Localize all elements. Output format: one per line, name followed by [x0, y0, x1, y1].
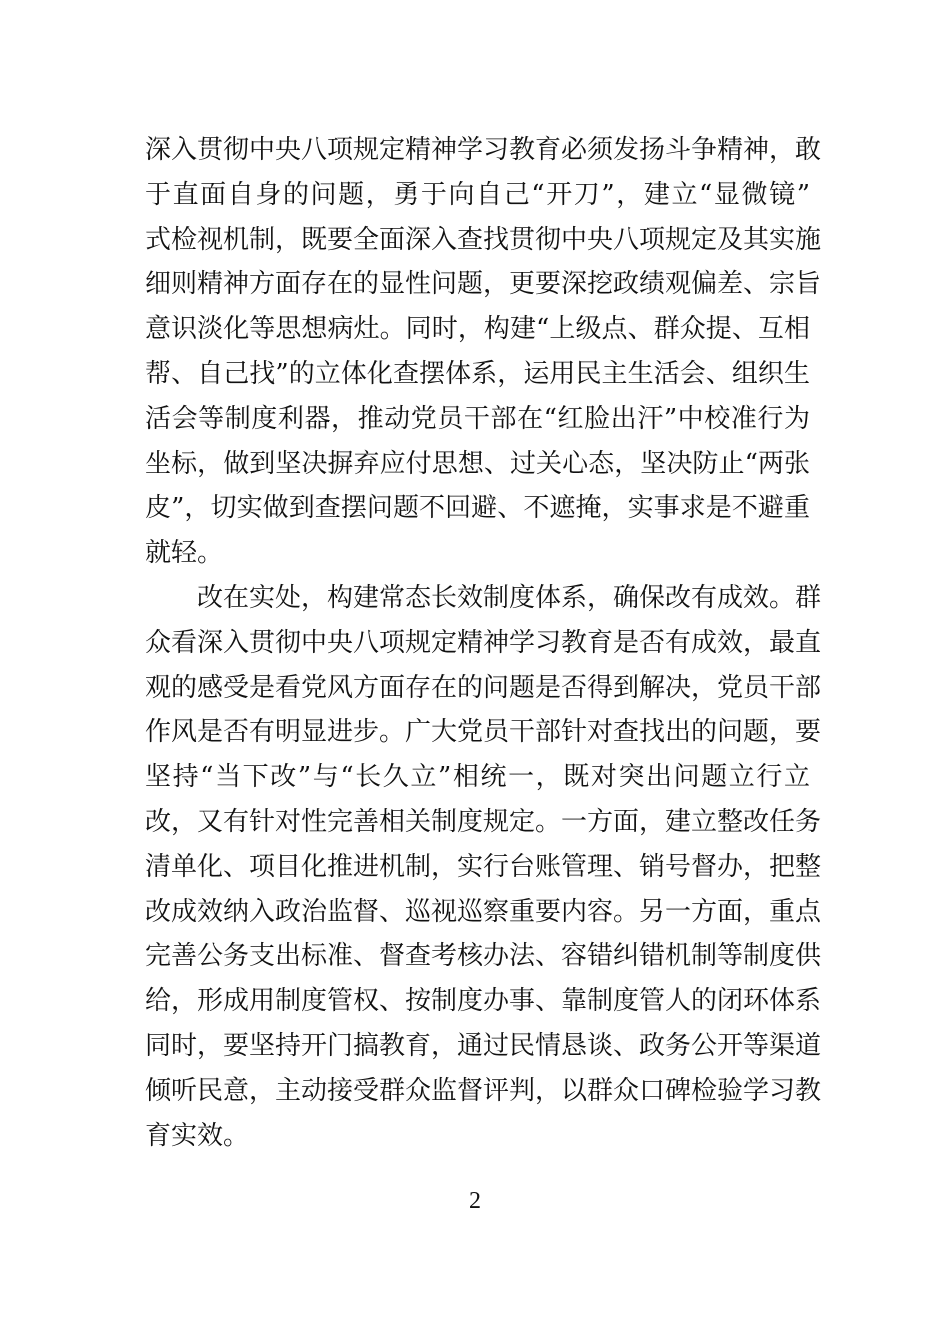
text-line: 坚持“当下改”与“长久立”相统一，既对突出问题立行立	[145, 762, 810, 793]
paragraph-1	[145, 128, 822, 576]
text-line: 于直面自身的问题，勇于向自己“开刀”，建立“显微镜”	[145, 179, 810, 210]
text-line: 同时，要坚持开门搞教育，通过民情恳谈、政务公开等渠道	[145, 1030, 822, 1061]
text-line: 坐标，做到坚决摒弃应付思想、过关心态，坚决防止“两张	[145, 448, 810, 479]
text-line: 作风是否有明显进步。广大党员干部针对查找出的问题，要	[145, 717, 822, 748]
text-line: 完善公务支出标准、督查考核办法、容错纠错机制等制度供	[145, 941, 822, 972]
text-line: 给，形成用制度管权、按制度办事、靠制度管人的闭环体系	[145, 986, 822, 1017]
text-line: 改成效纳入政治监督、巡视巡察重要内容。另一方面，重点	[145, 896, 822, 927]
text-line: 意识淡化等思想病灶。同时，构建“上级点、群众提、互相	[145, 314, 810, 345]
text-line: 深入贯彻中央八项规定精神学习教育必须发扬斗争精神，敢	[145, 135, 822, 165]
text-line: 帮、自己找”的立体化查摆体系，运用民主生活会、组织生	[145, 358, 810, 389]
text-line: 细则精神方面存在的显性问题，更要深挖政绩观偏差、宗旨	[145, 269, 822, 300]
text-line: 众看深入贯彻中央八项规定精神学习教育是否有成效，最直	[145, 627, 822, 658]
text-line: 皮”，切实做到查摆问题不回避、不遮掩，实事求是不避重	[145, 493, 810, 524]
text-line: 活会等制度利器，推动党员干部在“红脸出汗”中校准行为	[145, 403, 810, 434]
page-number: 2	[469, 1188, 481, 1214]
text-line: 改，又有针对性完善相关制度规定。一方面，建立整改任务	[145, 806, 822, 837]
text-line: 观的感受是看党风方面存在的问题是否得到解决，党员干部	[145, 672, 822, 703]
text-line: 清单化、项目化推进机制，实行台账管理、销号督办，把整	[145, 851, 822, 882]
document-body	[145, 128, 822, 1158]
paragraph-2	[145, 576, 822, 1158]
text-line: 式检视机制，既要全面深入查找贯彻中央八项规定及其实施	[145, 224, 822, 255]
text-line: 育实效。	[145, 1120, 250, 1151]
text-line: 改在实处，构建常态长效制度体系，确保改有成效。群	[197, 582, 822, 613]
text-line: 就轻。	[145, 538, 224, 569]
text-line: 倾听民意，主动接受群众监督评判，以群众口碑检验学习教	[145, 1075, 822, 1106]
